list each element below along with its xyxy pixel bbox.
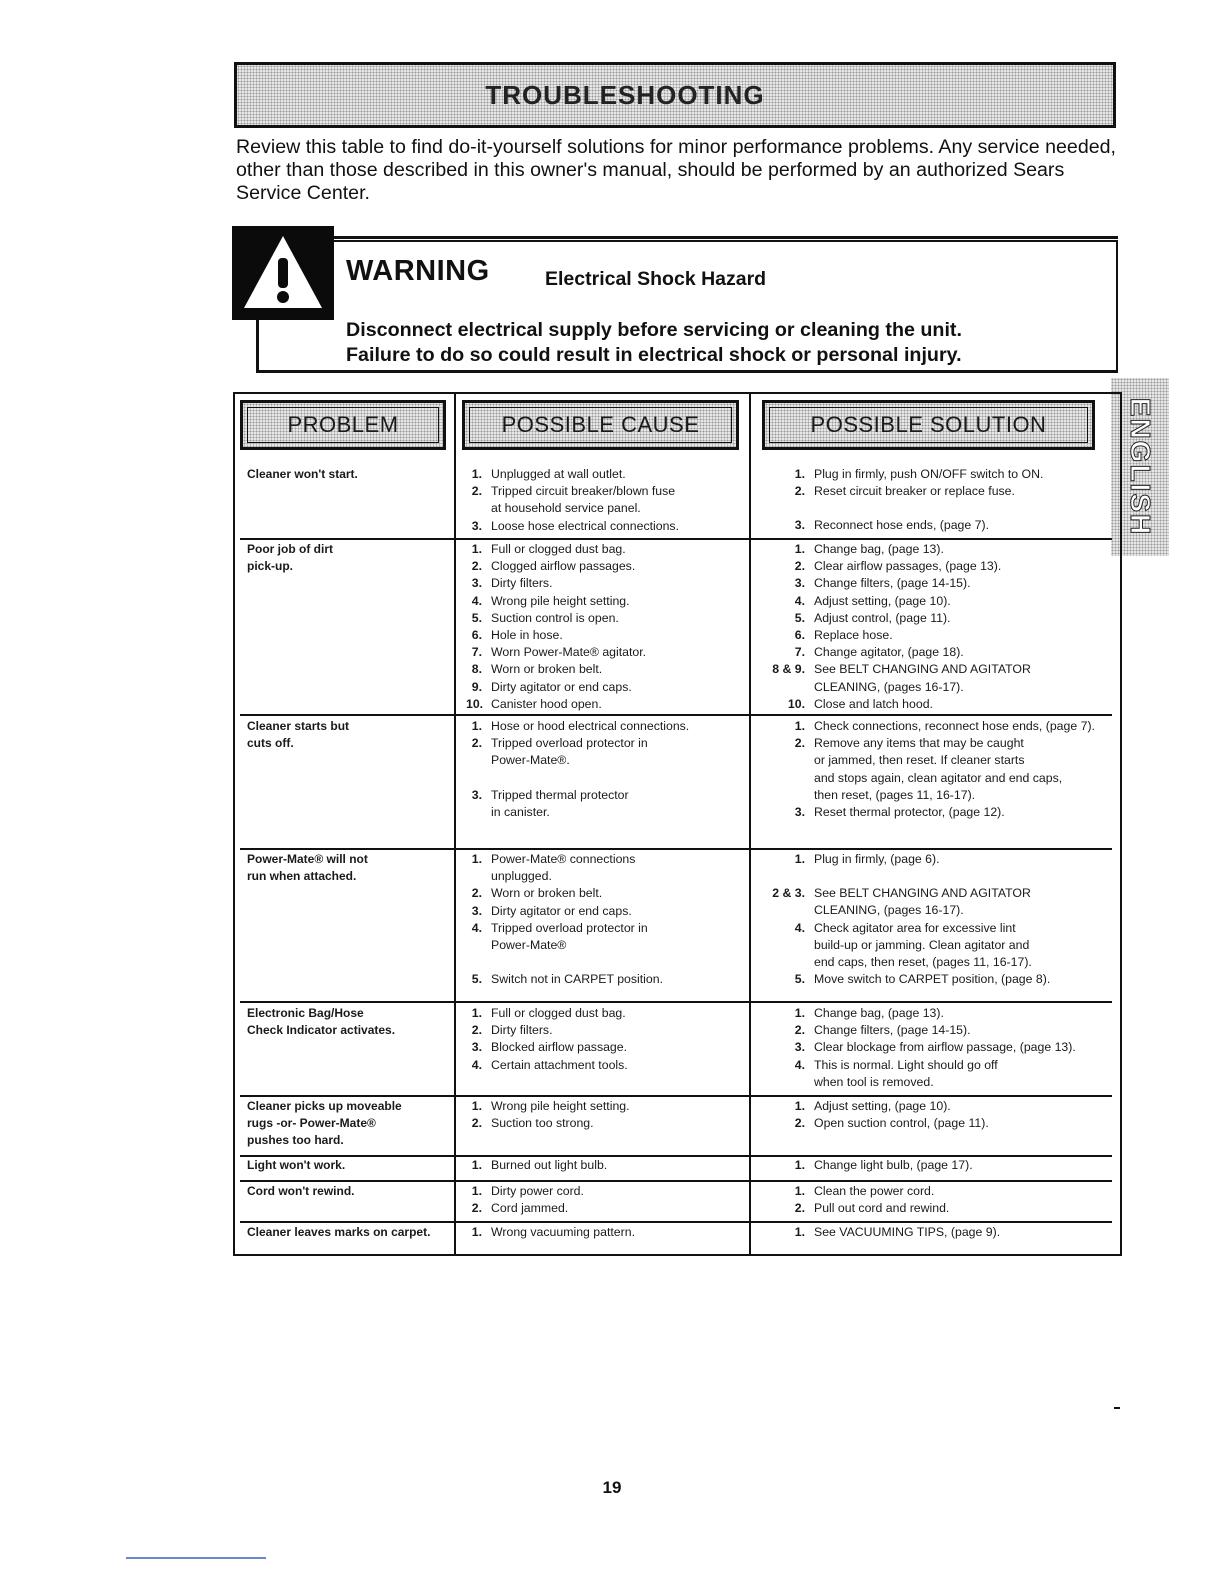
item-text: Wrong pile height setting.: [491, 1099, 630, 1113]
row-separator: [240, 1095, 1112, 1097]
column-divider: [749, 394, 751, 1254]
stray-mark: [1114, 1407, 1120, 1409]
item-number: 2.: [794, 1201, 805, 1216]
cause-cell: [466, 1183, 748, 1217]
row-separator: [240, 848, 1112, 850]
solution-cell: [762, 851, 1112, 988]
cause-item: [466, 971, 748, 988]
solution-item: [762, 1022, 1112, 1039]
cause-item: [466, 1005, 748, 1022]
item-number: 3.: [794, 805, 805, 820]
item-text: Reconnect hose ends, (page 7).: [814, 518, 990, 533]
item-text: Clean the power cord.: [814, 1184, 935, 1198]
cause-item: [466, 558, 748, 575]
cause-item: [466, 1057, 748, 1074]
warning-line: Failure to do so could result in electrical shock or personal injury.: [346, 344, 962, 366]
row-separator: [240, 1001, 1112, 1003]
cause-item: [466, 1183, 748, 1200]
cause-cell: [466, 1005, 748, 1074]
item-text: Hole in hose.: [491, 628, 563, 643]
row-separator: [240, 1155, 1112, 1157]
cause-item: [466, 518, 748, 535]
item-number: 1.: [794, 1184, 805, 1198]
header-possible-cause: POSSIBLE CAUSE: [462, 400, 739, 450]
item-number: 4.: [794, 593, 805, 608]
item-number: 4.: [794, 920, 805, 935]
solution-item: [762, 610, 1112, 627]
solution-item: [762, 735, 1112, 804]
problem-cell: Cleaner won't start.: [247, 467, 358, 481]
cause-cell: [466, 851, 748, 988]
item-number: 2.: [794, 1116, 805, 1131]
header-problem: PROBLEM: [240, 400, 446, 450]
item-number: 9.: [471, 679, 482, 694]
solution-item: [762, 971, 1112, 988]
solution-item: [762, 1057, 1112, 1091]
solution-item: [762, 541, 1112, 558]
solution-item: [762, 627, 1112, 644]
solution-item: [762, 661, 1112, 695]
cause-item: [466, 541, 748, 558]
cause-item: [466, 735, 748, 769]
solution-item: [762, 868, 1112, 885]
solution-cell: [762, 718, 1112, 821]
cause-item: [466, 851, 748, 885]
side-tab-label: ENGLISH: [1125, 397, 1156, 537]
item-number: 6.: [471, 628, 482, 643]
problem-cell: Power-Mate® will not run when attached.: [247, 852, 368, 884]
item-text: Pull out cord and rewind.: [814, 1201, 950, 1216]
item-text: Change filters, (page 14-15).: [814, 1023, 971, 1038]
item-number: 2.: [471, 1116, 482, 1131]
item-text: Unplugged at wall outlet.: [491, 467, 626, 481]
item-text: Full or clogged dust bag.: [491, 542, 626, 556]
item-number: 2.: [471, 559, 482, 574]
item-text: Burned out light bulb.: [491, 1158, 608, 1172]
item-number: 1.: [794, 1006, 805, 1020]
item-text: Hose or hood electrical connections.: [491, 719, 690, 733]
item-text: Cord jammed.: [491, 1201, 569, 1216]
cause-cell: [466, 466, 748, 535]
solution-item: [762, 558, 1112, 575]
cause-item: [466, 696, 748, 713]
item-text: Power-Mate® connections unplugged.: [491, 852, 636, 884]
cause-item: [466, 483, 748, 517]
item-number: 4.: [471, 920, 482, 935]
item-number: 5.: [471, 972, 482, 987]
row-separator: [240, 1221, 1112, 1223]
item-text: Adjust control, (page 11).: [814, 610, 951, 625]
solution-item: [762, 696, 1112, 713]
cause-item: [466, 787, 748, 821]
item-number: [762, 500, 814, 517]
item-text: Tripped thermal protector in canister.: [491, 787, 629, 820]
item-text: Check connections, reconnect hose ends, (page 7).: [814, 719, 1095, 733]
item-text: Adjust setting, (page 10).: [814, 593, 951, 608]
row-separator: [240, 714, 1112, 716]
solution-item: [762, 885, 1112, 919]
item-text: Dirty filters.: [491, 576, 553, 591]
item-number: 3.: [471, 787, 482, 802]
item-text: Switch not in CARPET position.: [491, 972, 664, 987]
item-text: Full or clogged dust bag.: [491, 1006, 626, 1020]
item-number: 3.: [794, 1040, 805, 1055]
item-text: Change bag, (page 13).: [814, 542, 944, 556]
warning-top-rule: [232, 236, 1118, 239]
page-number: 19: [602, 1478, 622, 1497]
item-number: 3.: [471, 1040, 482, 1055]
item-text: Canister hood open.: [491, 696, 602, 711]
item-text: Clear blockage from airflow passage, (page 13).: [814, 1040, 1076, 1055]
cause-item: [466, 679, 748, 696]
item-text: Plug in firmly, (page 6).: [814, 852, 940, 866]
item-number: [466, 770, 491, 787]
item-text: Remove any items that may be caught or jammed, then reset. If cleaner starts and stops again, clean agitator and end caps, then reset, (pages 11, 16-17).: [814, 736, 1063, 802]
item-number: 2.: [471, 484, 482, 499]
item-number: 10.: [787, 696, 805, 711]
footer-rule: [126, 1557, 266, 1559]
item-number: 5.: [471, 610, 482, 625]
item-number: 2.: [471, 1201, 482, 1216]
solution-item: [762, 851, 1112, 868]
warning-subtitle: Electrical Shock Hazard: [545, 268, 767, 290]
item-number: 5.: [794, 610, 805, 625]
item-number: 1.: [471, 1006, 482, 1020]
item-text: Worn or broken belt.: [491, 662, 603, 677]
solution-cell: [762, 1157, 1112, 1174]
solution-item: [762, 593, 1112, 610]
solution-item: [762, 804, 1112, 821]
item-number: 3.: [794, 576, 805, 591]
item-number: 10.: [466, 696, 484, 711]
item-number: 1.: [471, 852, 482, 866]
item-number: 8.: [471, 662, 482, 677]
cause-item: [466, 954, 748, 971]
item-number: 2.: [794, 559, 805, 574]
cause-item: [466, 718, 748, 735]
item-text: Close and latch hood.: [814, 696, 933, 711]
cause-item: [466, 903, 748, 920]
item-number: 3.: [794, 518, 805, 533]
item-text: Change light bulb, (page 17).: [814, 1158, 973, 1172]
item-text: Move switch to CARPET position, (page 8).: [814, 972, 1051, 987]
solution-item: [762, 718, 1112, 735]
solution-cell: [762, 541, 1112, 713]
item-number: 7.: [471, 645, 482, 660]
item-text: Tripped circuit breaker/blown fuse at household service panel.: [491, 484, 676, 516]
solution-item: [762, 575, 1112, 592]
item-text: Loose hose electrical connections.: [491, 518, 679, 533]
item-number: 1.: [794, 719, 805, 733]
item-text: Suction control is open.: [491, 610, 619, 625]
cause-item: [466, 1224, 748, 1241]
item-text: Wrong pile height setting.: [491, 593, 630, 608]
solution-item: [762, 1224, 1112, 1241]
cause-item: [466, 661, 748, 678]
item-text: Certain attachment tools.: [491, 1057, 628, 1072]
solution-item: [762, 1200, 1112, 1217]
solution-cell: [762, 1005, 1112, 1091]
warning-label: WARNING: [346, 255, 490, 287]
solution-item: [762, 466, 1112, 483]
item-text: Adjust setting, (page 10).: [814, 1099, 951, 1113]
item-number: 1.: [471, 1225, 482, 1239]
item-number: 2.: [794, 736, 805, 751]
cause-item: [466, 1115, 748, 1132]
item-number: 2.: [471, 736, 482, 751]
item-number: 4.: [471, 593, 482, 608]
row-separator: [240, 1180, 1112, 1182]
warning-line: Disconnect electrical supply before servicing or cleaning the unit.: [346, 319, 962, 341]
solution-item: [762, 1115, 1112, 1132]
problem-cell: Light won't work.: [247, 1158, 346, 1172]
solution-item: [762, 1005, 1112, 1022]
item-text: Clear airflow passages, (page 13).: [814, 559, 1002, 574]
solution-item: [762, 500, 1112, 517]
item-number: 3.: [471, 903, 482, 918]
solution-item: [762, 644, 1112, 661]
item-text: Reset thermal protector, (page 12).: [814, 805, 1005, 820]
page-title: TROUBLESHOOTING: [485, 79, 765, 110]
cause-item: [466, 1157, 748, 1174]
solution-item: [762, 517, 1112, 534]
cause-cell: [466, 718, 748, 821]
item-text: Blocked airflow passage.: [491, 1040, 628, 1055]
item-number: 2.: [471, 886, 482, 901]
cause-item: [466, 1039, 748, 1056]
problem-cell: Cord won't rewind.: [247, 1184, 355, 1198]
cause-cell: [466, 1098, 748, 1132]
solution-item: [762, 1183, 1112, 1200]
item-number: 1.: [794, 1225, 805, 1239]
item-number: 1.: [471, 1184, 482, 1198]
solution-item: [762, 1039, 1112, 1056]
cause-item: [466, 770, 748, 787]
solution-item: [762, 1098, 1112, 1115]
item-number: 1.: [471, 1158, 482, 1172]
item-number: 1.: [794, 1099, 805, 1113]
solution-cell: [762, 1098, 1112, 1132]
cause-item: [466, 575, 748, 592]
solution-cell: [762, 466, 1112, 535]
item-text: See BELT CHANGING AND AGITATOR CLEANING, (pages 16-17).: [814, 886, 1031, 918]
cause-item: [466, 644, 748, 661]
item-text: Reset circuit breaker or replace fuse.: [814, 484, 1015, 499]
item-text: Tripped overload protector in Power-Mate®.: [491, 736, 648, 768]
item-number: 7.: [794, 645, 805, 660]
item-number: 8 & 9.: [772, 662, 805, 677]
item-text: Replace hose.: [814, 628, 893, 643]
problem-cell: Cleaner starts but cuts off.: [247, 719, 350, 751]
cause-item: [466, 593, 748, 610]
solution-item: [762, 1157, 1112, 1174]
item-text: Wrong vacuuming pattern.: [491, 1225, 635, 1239]
item-number: 4.: [471, 1057, 482, 1072]
item-number: 3.: [471, 518, 482, 533]
item-text: Dirty filters.: [491, 1023, 553, 1038]
row-separator: [240, 538, 1112, 540]
item-number: 1.: [794, 467, 805, 481]
item-number: 1.: [471, 542, 482, 556]
problem-cell: Electronic Bag/Hose Check Indicator activates.: [247, 1006, 396, 1038]
intro-paragraph: Review this table to find do-it-yourself solutions for minor performance problems. Any service needed, other than those described in this owner's manual, should be performed by an authorized Sears Service Center.: [236, 136, 1116, 204]
cause-cell: [466, 1224, 748, 1241]
item-number: 2 & 3.: [772, 886, 805, 901]
item-text: Clogged airflow passages.: [491, 559, 636, 574]
item-number: [466, 954, 491, 971]
item-text: This is normal. Light should go off when tool is removed.: [814, 1057, 998, 1089]
item-text: See VACUUMING TIPS, (page 9).: [814, 1225, 1001, 1239]
item-text: See BELT CHANGING AND AGITATOR CLEANING, (pages 16-17).: [814, 662, 1031, 694]
cause-item: [466, 1022, 748, 1039]
item-text: Change agitator, (page 18).: [814, 645, 964, 660]
warning-icon-block: [232, 226, 334, 320]
solution-item: [762, 483, 1112, 500]
item-number: 2.: [794, 1023, 805, 1038]
solution-item: [762, 920, 1112, 972]
item-text: Worn or broken belt.: [491, 886, 603, 901]
item-number: 4.: [794, 1057, 805, 1072]
problem-cell: Cleaner picks up moveable rugs -or- Power-Mate® pushes too hard.: [247, 1099, 402, 1148]
cause-item: [466, 1098, 748, 1115]
solution-cell: [762, 1224, 1112, 1241]
item-text: Dirty power cord.: [491, 1184, 584, 1198]
item-number: 5.: [794, 972, 805, 987]
item-text: Dirty agitator or end caps.: [491, 679, 632, 694]
cause-item: [466, 466, 748, 483]
item-number: [762, 868, 814, 885]
item-text: Change filters, (page 14-15).: [814, 576, 971, 591]
problem-cell: Cleaner leaves marks on carpet.: [247, 1225, 431, 1239]
item-number: 2.: [794, 484, 805, 499]
item-text: Worn Power-Mate® agitator.: [491, 645, 647, 660]
cause-item: [466, 920, 748, 954]
item-number: 6.: [794, 628, 805, 643]
item-number: 1.: [471, 467, 482, 481]
title-banner: [234, 62, 1116, 128]
item-text: Dirty agitator or end caps.: [491, 903, 632, 918]
column-divider: [454, 394, 456, 1254]
item-number: 1.: [471, 719, 482, 733]
warning-triangle-icon: [240, 232, 326, 312]
cause-item: [466, 627, 748, 644]
item-text: Check agitator area for excessive lint build-up or jamming. Clean agitator and end caps, then reset, (pages 11, 16-17).: [814, 920, 1032, 970]
item-text: Plug in firmly, push ON/OFF switch to ON.: [814, 467, 1044, 481]
item-text: Change bag, (page 13).: [814, 1006, 944, 1020]
item-number: 1.: [794, 852, 805, 866]
item-number: 2.: [471, 1023, 482, 1038]
item-number: 3.: [471, 576, 482, 591]
item-number: 1.: [471, 1099, 482, 1113]
item-number: 1.: [794, 542, 805, 556]
cause-item: [466, 610, 748, 627]
cause-cell: [466, 541, 748, 713]
item-number: 1.: [794, 1158, 805, 1172]
header-possible-solution: POSSIBLE SOLUTION: [762, 400, 1095, 450]
cause-item: [466, 1200, 748, 1217]
problem-cell: Poor job of dirt pick-up.: [247, 542, 333, 574]
cause-cell: [466, 1157, 748, 1174]
item-text: Suction too strong.: [491, 1116, 594, 1131]
warning-text: [346, 318, 962, 368]
item-text: Open suction control, (page 11).: [814, 1116, 989, 1131]
cause-item: [466, 885, 748, 902]
solution-cell: [762, 1183, 1112, 1217]
item-text: Tripped overload protector in Power-Mate®: [491, 920, 648, 953]
